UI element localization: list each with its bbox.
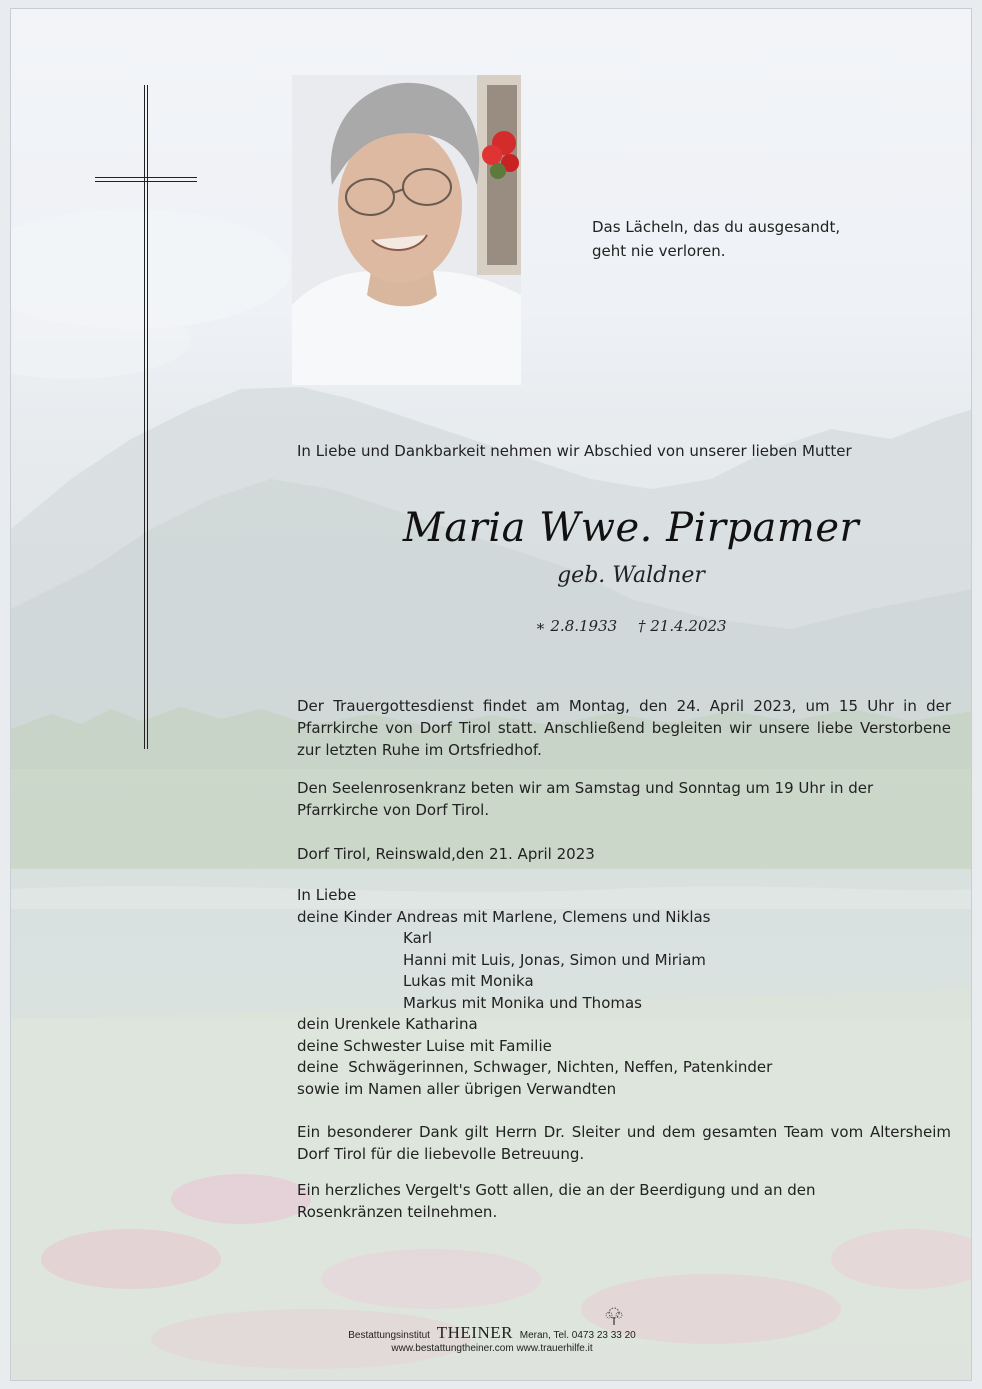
obituary-page bbox=[10, 8, 972, 1381]
family-line: deine Schwester Luise mit Familie bbox=[297, 1036, 552, 1055]
intro-sentence: In Liebe und Dankbarkeit nehmen wir Abschied von unserer lieben Mutter bbox=[297, 442, 852, 460]
place-date-line: Dorf Tirol, Reinswald,den 21. April 2023 bbox=[297, 845, 595, 863]
family-line: Markus mit Monika und Thomas bbox=[403, 993, 642, 1012]
death-date: † 21.4.2023 bbox=[637, 617, 727, 635]
family-line: sowie im Namen aller übrigen Verwandten bbox=[297, 1079, 617, 1098]
footer-prefix: Bestattungsinstitut bbox=[348, 1330, 430, 1341]
deceased-name: Maria Wwe. Pirpamer bbox=[402, 505, 860, 551]
family-list bbox=[297, 885, 937, 1100]
thanks-doctor-paragraph: Ein besonderer Dank gilt Herrn Dr. Sleiter und dem gesamten Team vom Altersheim Dorf Tirol für die liebevolle Betreuung. bbox=[297, 1123, 951, 1163]
cross-vertical-bar bbox=[144, 85, 148, 749]
quote-line-2: geht nie verloren. bbox=[592, 242, 726, 260]
family-line: dein Urenkele Katharina bbox=[297, 1015, 478, 1033]
rosary-paragraph: Den Seelenrosenkranz beten wir am Samstag und Sonntag um 19 Uhr in der Pfarrkirche von Dorf Tirol. bbox=[297, 779, 874, 819]
footer-contact: Meran, Tel. 0473 23 33 20 bbox=[519, 1330, 636, 1341]
portrait-photo bbox=[292, 75, 521, 385]
family-line: deine Kinder Andreas mit Marlene, Clemens und Niklas bbox=[297, 907, 711, 926]
family-line: Lukas mit Monika bbox=[403, 972, 534, 990]
thanks-funeral-paragraph: Ein herzliches Vergelt's Gott allen, die an der Beerdigung und an den Rosenkränzen teilnehmen. bbox=[297, 1181, 816, 1221]
footer-brand: THEINER bbox=[436, 1323, 513, 1342]
family-line: In Liebe bbox=[297, 886, 357, 904]
birth-date: ∗ 2.8.1933 bbox=[535, 617, 618, 635]
life-dates bbox=[301, 617, 961, 635]
family-line: Hanni mit Luis, Jonas, Simon und Miriam bbox=[403, 950, 706, 969]
footer-websites: www.bestattungtheiner.com www.trauerhilfe.it bbox=[391, 1343, 593, 1354]
cross-horizontal-bar bbox=[95, 177, 197, 182]
service-paragraph: Der Trauergottesdienst findet am Montag, den 24. April 2023, um 15 Uhr in der Pfarrkirche von Dorf Tirol statt. Anschließend begleiten wir unsere liebe Verstorbene zur letzten Ruhe im Ortsfriedhof. bbox=[297, 697, 951, 759]
maiden-name: geb. Waldner bbox=[557, 563, 705, 588]
memorial-quote bbox=[592, 215, 892, 263]
family-line: deine Schwägerinnen, Schwager, Nichten, Neffen, Patenkinder bbox=[297, 1058, 773, 1076]
quote-line-1: Das Lächeln, das du ausgesandt, bbox=[592, 218, 841, 236]
family-line: Karl bbox=[403, 929, 433, 947]
footer-line-1 bbox=[11, 1323, 972, 1343]
